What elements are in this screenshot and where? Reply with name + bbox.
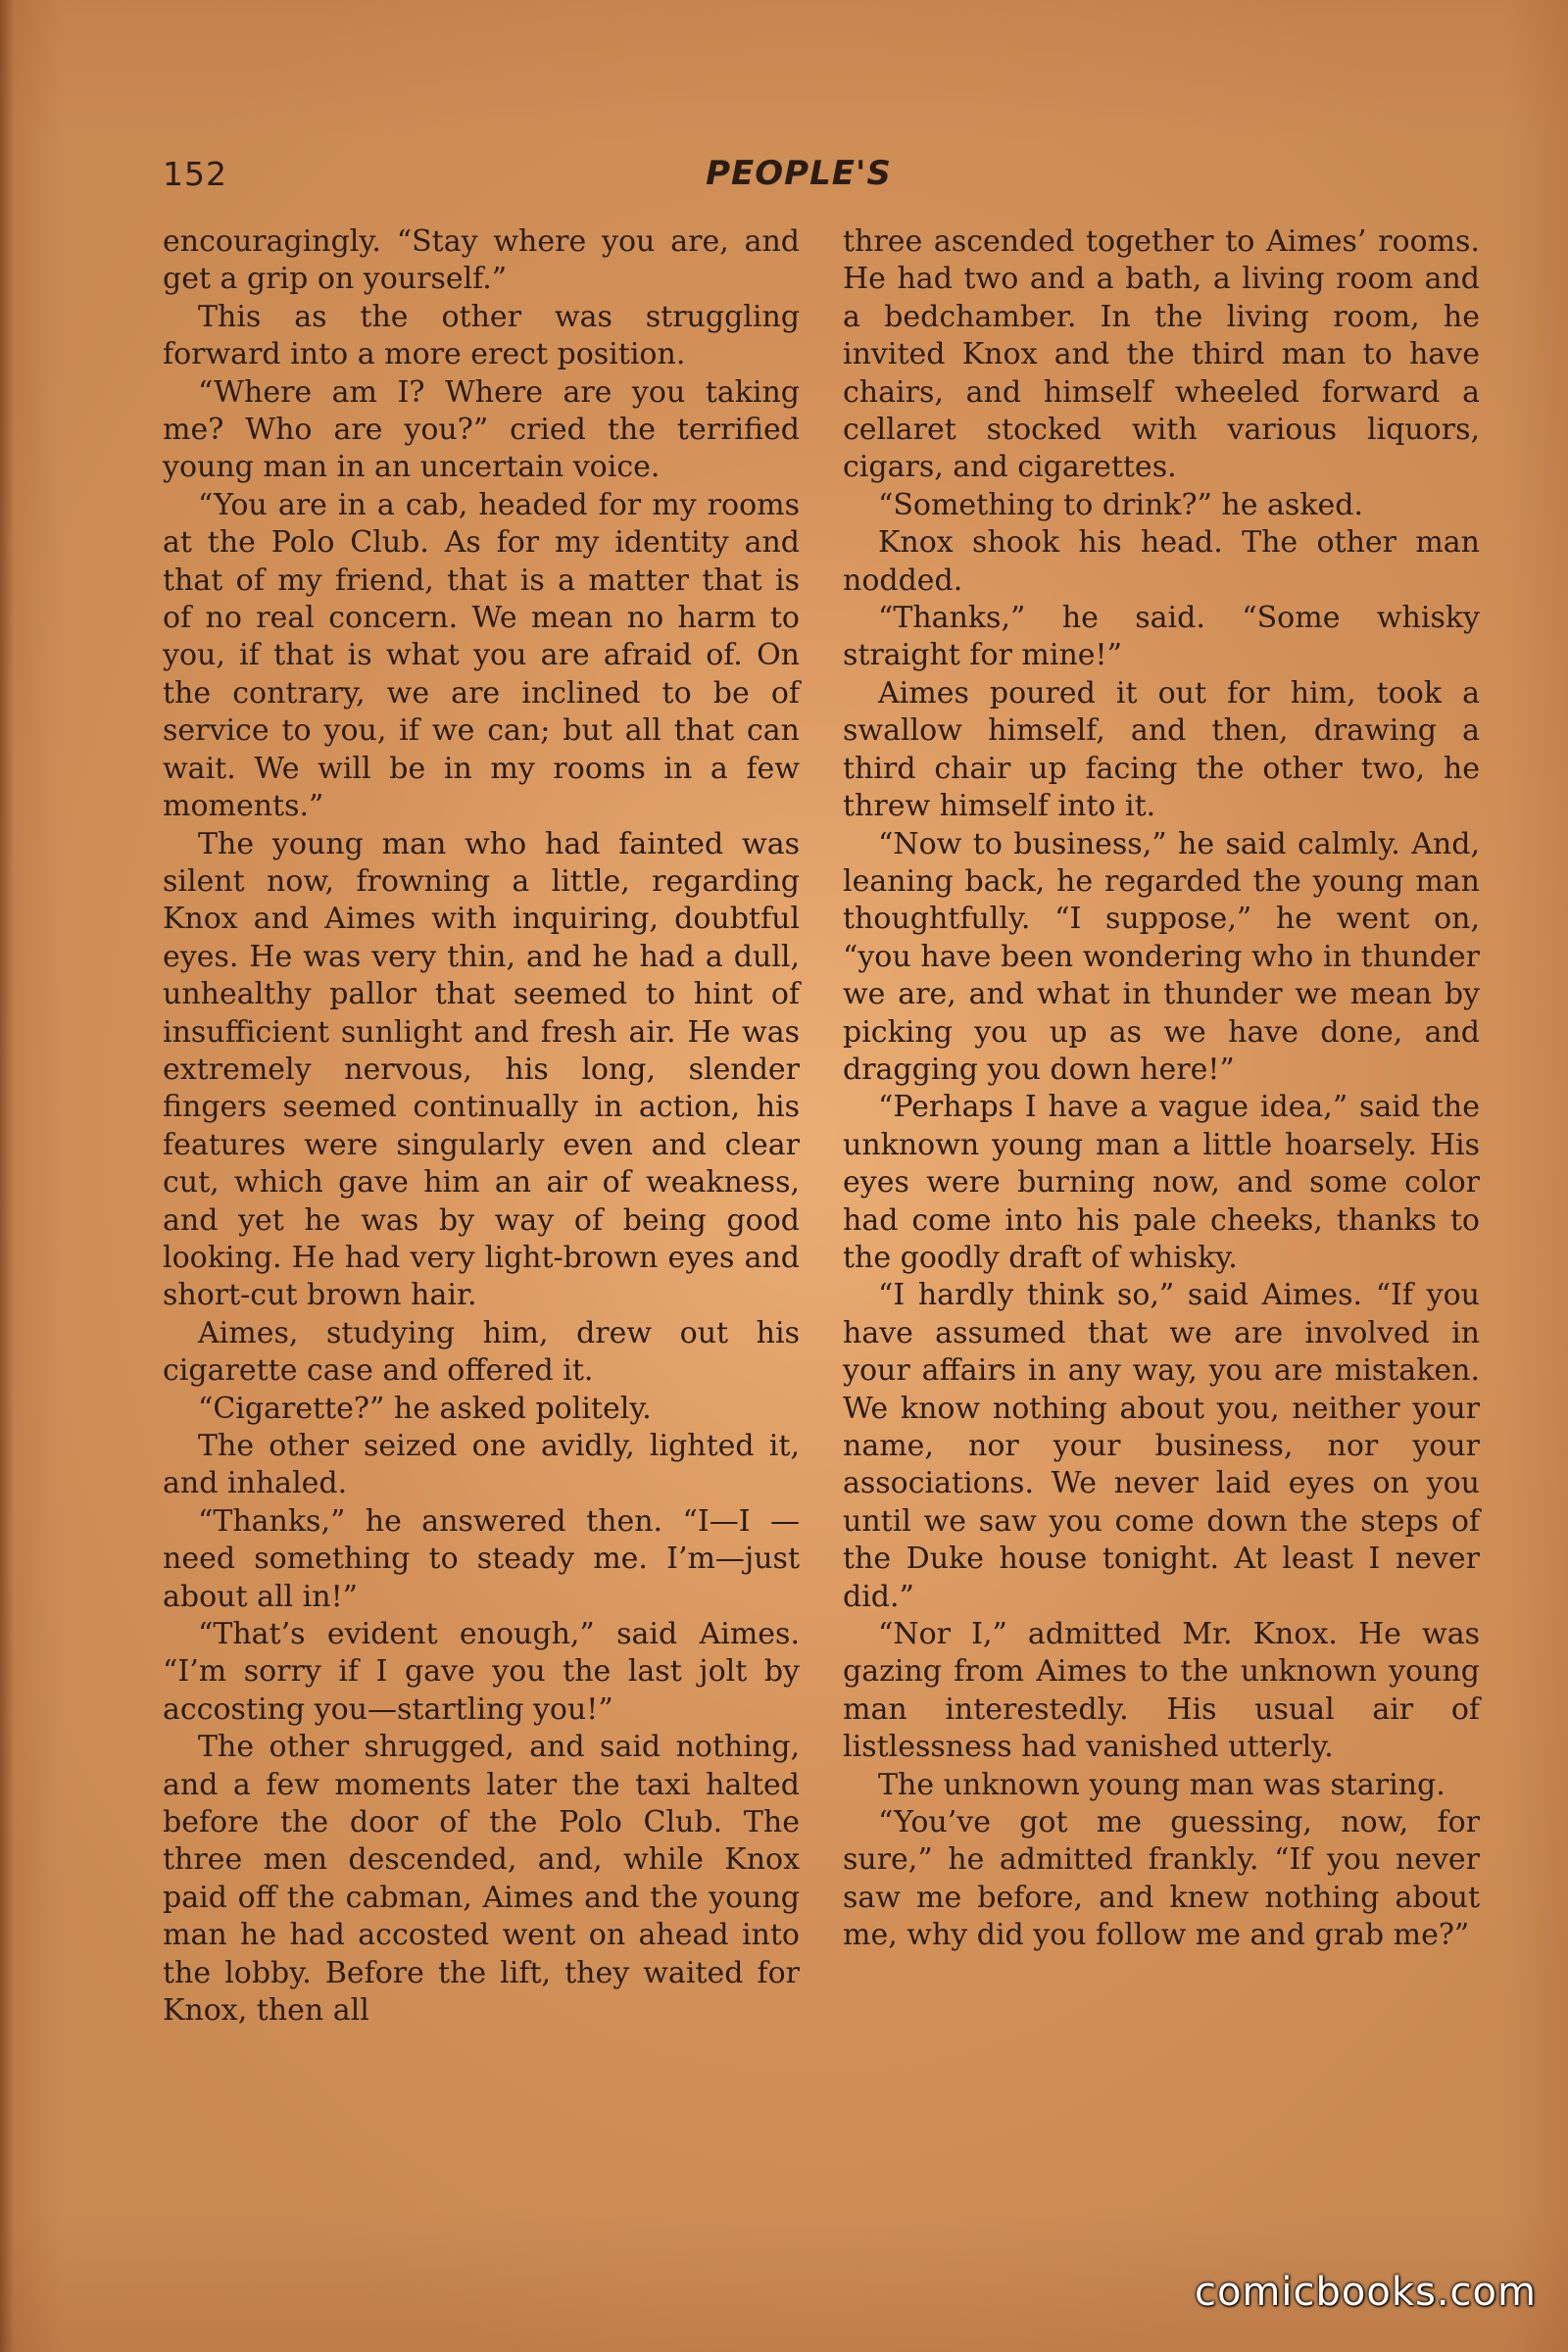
paragraph: This as the other was struggling forward into a more erect position.	[163, 299, 800, 372]
right-column	[843, 223, 1480, 1955]
source-watermark: comicbooks.com	[1194, 2270, 1537, 2315]
paragraph: Aimes poured it out for him, took a swallow himself, and then, drawing a third chair up facing the other two, he threw himself into it.	[843, 675, 1480, 824]
paragraph: “Nor I,” admitted Mr. Knox. He was gazing from Aimes to the unknown young man interestedly. His usual air of listlessness had vanished utterly.	[843, 1617, 1480, 1765]
paragraph: “Thanks,” he answered then. “I—I —need something to steady me. I’m—just about all in!”	[163, 1503, 800, 1614]
paragraph: Knox shook his head. The other man nodded.	[843, 525, 1480, 598]
paragraph: The young man who had fainted was silent now, frowning a little, regarding Knox and Aimes with inquiring, doubtful eyes. He was very thin, and he had a dull, unhealthy pallor that seemed to hint of insufficient sunlight and fresh air. He was extremely nervous, his long, slender fingers seemed continually in action, his features were singularly even and clear cut, which gave him an air of weakness, and yet he was by way of being good looking. He had very light-brown eyes and short-cut brown hair.	[163, 826, 800, 1313]
paragraph: “Where am I? Where are you taking me? Who are you?” cried the terrified young man in an uncertain voice.	[163, 374, 800, 485]
page-spine-shadow	[0, 0, 14, 2352]
paragraph: “You are in a cab, headed for my rooms at the Polo Club. As for my identity and that of my friend, that is a matter that is of no real concern. We mean no harm to you, if that is what you are afraid of. On the contrary, we are inclined to be of service to you, if we can; but all that can wait. We will be in my rooms in a few moments.”	[163, 487, 800, 824]
paragraph: “Cigarette?” he asked politely.	[198, 1391, 652, 1426]
paragraph: The unknown young man was staring.	[878, 1767, 1446, 1802]
paragraph: three ascended together to Aimes’ rooms. He had two and a bath, a living room and a bedchamber. In the living room, he invited Knox and the third man to have chairs, and himself wheeled forward a cellaret stocked with various liquors, cigars, and cigarettes.	[843, 224, 1480, 485]
paragraph: “You’ve got me guessing, now, for sure,” he admitted frankly. “If you never saw me before, and knew nothing about me, why did you follow me and grab me?”	[843, 1805, 1480, 1953]
paragraph: encouragingly. “Stay where you are, and get a grip on yourself.”	[163, 224, 800, 297]
paragraph: The other seized one avidly, lighted it, and inhaled.	[163, 1429, 800, 1501]
paragraph: “Now to business,” he said calmly. And, leaning back, he regarded the young man thoughtfully. “I suppose,” he went on, “you have been wondering who in thunder we are, and what in thunder we mean by picking you up as we have done, and dragging you down here!”	[843, 826, 1480, 1087]
paragraph: “Thanks,” he said. “Some whisky straight for mine!”	[843, 601, 1480, 673]
running-title: PEOPLE'S	[706, 154, 892, 193]
paragraph: Aimes, studying him, drew out his cigarette case and offered it.	[163, 1315, 800, 1389]
left-column	[163, 223, 800, 2031]
paragraph: The other shrugged, and said nothing, and a few moments later the taxi halted before the door of the Polo Club. The three men descended, and, while Knox paid off the cabman, Aimes and the young man he had accosted went on ahead into the lobby. Before the lift, they waited for Knox, then all	[163, 1730, 800, 2029]
paragraph: “That’s evident enough,” said Aimes. “I’m sorry if I gave you the last jolt by accosting you—startling you!”	[163, 1617, 800, 1727]
paragraph: “Something to drink?” he asked.	[878, 487, 1363, 522]
page-number: 152	[163, 155, 227, 193]
paragraph: “I hardly think so,” said Aimes. “If you have assumed that we are involved in your affairs in any way, you are mistaken. We know nothing about you, neither your name, nor your business, nor your associations. We never laid eyes on you until we saw you come down the steps of the Duke house tonight. At least I never did.”	[843, 1278, 1480, 1614]
paragraph: “Perhaps I have a vague idea,” said the unknown young man a little hoarsely. His eyes were burning now, and some color had come into his pale cheeks, thanks to the goodly draft of whisky.	[843, 1090, 1480, 1275]
